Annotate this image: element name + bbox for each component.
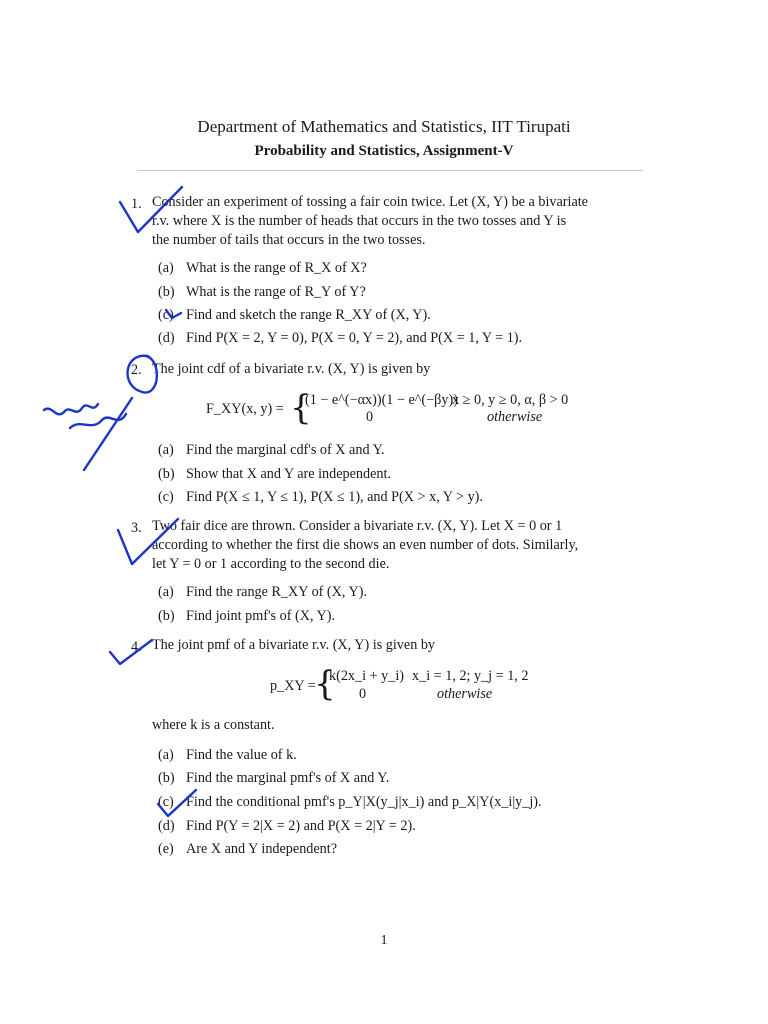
- header-divider: [137, 170, 643, 171]
- q2-part-c: (c) Find P(X ≤ 1, Y ≤ 1), P(X ≤ 1), and P(X > x, Y > y).: [158, 489, 483, 505]
- question-4-intro: The joint pmf of a bivariate r.v. (X, Y) is given by: [152, 637, 436, 653]
- q1-part-d: (d) Find P(X = 2, Y = 0), P(X = 0, Y = 2), and P(X = 1, Y = 1).: [158, 330, 523, 346]
- question-1-line-2: r.v. where X is the number of heads that occurs in the two tosses and Y is: [152, 213, 567, 229]
- question-1-number: 1.: [131, 196, 142, 212]
- pmf-case2-cond: otherwise: [437, 686, 493, 702]
- question-3-line-2: according to whether the first die shows an even number of dots. Similarly,: [152, 537, 579, 553]
- cdf-case2-expr: 0: [366, 409, 374, 425]
- cdf-case1-expr: (1 − e^(−αx))(1 − e^(−βy)): [305, 392, 458, 408]
- question-3-line-1: Two fair dice are thrown. Consider a bivariate r.v. (X, Y). Let X = 0 or 1: [152, 518, 563, 534]
- q1-part-b: (b) What is the range of R_Y of Y?: [158, 284, 366, 300]
- q4-part-e: (e) Are X and Y independent?: [158, 841, 338, 857]
- question-4-after: where k is a constant.: [152, 717, 275, 733]
- cdf-case2-cond: otherwise: [487, 409, 543, 425]
- pmf-brace: {: [314, 664, 336, 704]
- page-header: [0, 117, 768, 160]
- cdf-case1-cond: x ≥ 0, y ≥ 0, α, β > 0: [452, 392, 569, 408]
- cdf-brace: {: [290, 388, 312, 428]
- pmf-case1-expr: k(2x_i + y_i): [329, 668, 404, 684]
- question-1-line-3: the number of tails that occurs in the two tosses.: [152, 232, 426, 248]
- question-2-number: 2.: [131, 362, 142, 378]
- q2-part-a: (a) Find the marginal cdf's of X and Y.: [158, 442, 385, 458]
- question-2-intro: The joint cdf of a bivariate r.v. (X, Y) is given by: [152, 361, 431, 377]
- q4-part-a: (a) Find the value of k.: [158, 747, 297, 763]
- pmf-case1-cond: x_i = 1, 2; y_j = 1, 2: [412, 668, 529, 684]
- q4-part-c: (c) Find the conditional pmf's p_Y|X(y_j|x_i) and p_X|Y(x_i|y_j).: [158, 794, 542, 810]
- page-number: 1: [380, 933, 388, 948]
- q1-part-c: (c) Find and sketch the range R_XY of (X, Y).: [158, 307, 431, 323]
- question-4-number: 4.: [131, 639, 142, 655]
- q3-part-a: (a) Find the range R_XY of (X, Y).: [158, 584, 367, 600]
- question-1-line-1: Consider an experiment of tossing a fair coin twice. Let (X, Y) be a bivariate: [152, 194, 588, 210]
- q3-part-b: (b) Find joint pmf's of (X, Y).: [158, 608, 336, 624]
- course-title: Probability and Statistics, Assignment-V: [254, 143, 514, 159]
- question-3-line-3: let Y = 0 or 1 according to the second die.: [152, 556, 390, 572]
- q2-part-b: (b) Show that X and Y are independent.: [158, 466, 392, 482]
- q1-part-a: (a) What is the range of R_X of X?: [158, 260, 367, 276]
- cdf-lhs: F_XY(x, y) =: [206, 401, 284, 417]
- question-3-number: 3.: [131, 520, 142, 536]
- department-title: Department of Mathematics and Statistics, IIT Tirupati: [197, 117, 571, 136]
- q4-part-d: (d) Find P(Y = 2|X = 2) and P(X = 2|Y = 2).: [158, 818, 416, 834]
- pmf-lhs: p_XY =: [270, 678, 316, 694]
- q2-scribble: [44, 398, 132, 470]
- pmf-case2-expr: 0: [359, 686, 367, 702]
- q4-part-b: (b) Find the marginal pmf's of X and Y.: [158, 770, 390, 786]
